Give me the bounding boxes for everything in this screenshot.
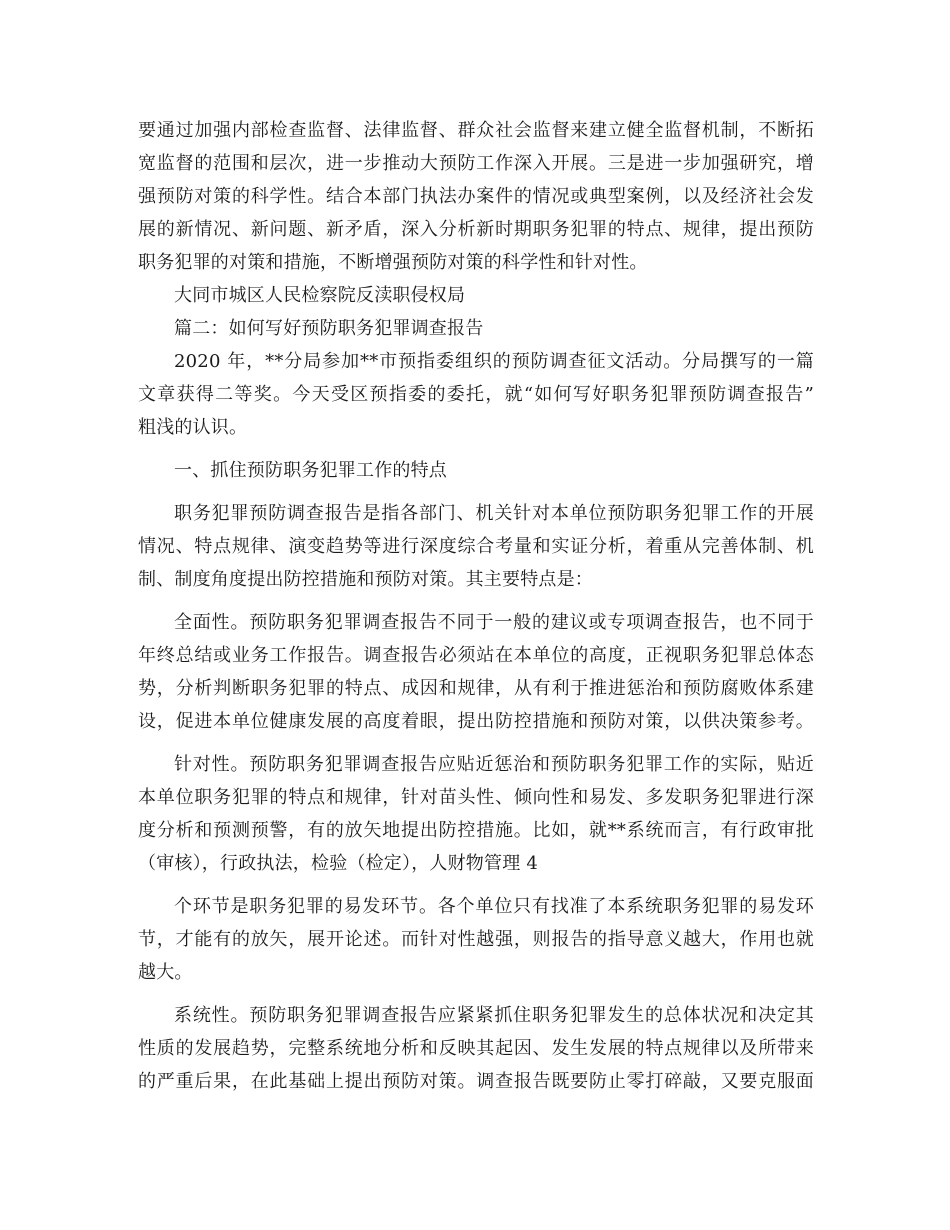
text-line: 制、制度角度提出防控措施和预防对策。其主要特点是：	[138, 569, 593, 590]
paragraph	[138, 999, 814, 1098]
text-line: 情况、特点规律、演变趋势等进行深度综合考量和实证分析，着重从完善体制、机	[138, 536, 814, 557]
text-line: 个环节是职务犯罪的易发环节。各个单位只有找准了本系统职务犯罪的易发环	[174, 896, 814, 917]
text-line: 全面性。预防职务犯罪调查报告不同于一般的建议或专项调查报告，也不同于	[174, 612, 814, 633]
text-line: 篇二：如何写好预防职务犯罪调查报告	[174, 318, 484, 339]
text-line: 强预防对策的科学性。结合本部门执法办案件的情况或典型案例，以及经济社会发	[138, 186, 814, 207]
text-line: 2020 年，**分局参加**市预指委组织的预防调查征文活动。分局撰写的一篇	[174, 351, 814, 372]
paragraph	[138, 114, 814, 279]
text-line: 本单位职务犯罪的特点和规律，针对苗头性、倾向性和易发、多发职务犯罪进行深	[138, 787, 814, 808]
text-line: 要通过加强内部检查监督、法律监督、群众社会监督来建立健全监督机制，不断拓	[138, 120, 814, 141]
text-line: 度分析和预测预警，有的放矢地提出防控措施。比如，就**系统而言，有行政审批	[138, 820, 814, 841]
text-line: 系统性。预防职务犯罪调查报告应紧紧抓住职务犯罪发生的总体状况和决定其	[174, 1005, 814, 1026]
text-line: 势，分析判断职务犯罪的特点、成因和规律，从有利于推进惩治和预防腐败体系建	[138, 678, 814, 699]
paragraph	[138, 748, 814, 880]
text-line: 越大。	[138, 962, 193, 983]
paragraph	[138, 890, 814, 989]
text-line: 年终总结或业务工作报告。调查报告必须站在本单位的高度，正视职务犯罪总体态	[138, 645, 814, 666]
subheading	[138, 454, 814, 487]
text-line: 宽监督的范围和层次，进一步推动大预防工作深入开展。三是进一步加强研究，增	[138, 153, 814, 174]
text-line: 针对性。预防职务犯罪调查报告应贴近惩治和预防职务犯罪工作的实际，贴近	[174, 754, 814, 775]
text-line: 设，促进本单位健康发展的高度着眼，提出防控措施和预防对策，以供决策参考。	[138, 711, 814, 732]
text-line: （审核），行政执法，检验（检定），人财物管理 4	[138, 853, 538, 874]
text-line: 展的新情况、新问题、新矛盾，深入分析新时期职务犯罪的特点、规律，提出预防	[138, 219, 814, 240]
text-line: 粗浅的认识。	[138, 417, 248, 438]
text-line: 一、抓住预防职务犯罪工作的特点	[174, 460, 447, 481]
paragraph	[138, 606, 814, 738]
document-page	[138, 114, 814, 1098]
section-heading	[138, 312, 814, 345]
text-line: 节，才能有的放矢，展开论述。而针对性越强，则报告的指导意义越大，作用也就	[138, 929, 814, 950]
text-line: 职务犯罪预防调查报告是指各部门、机关针对本单位预防职务犯罪工作的开展	[174, 503, 814, 524]
signature-line	[138, 279, 814, 312]
text-line: 性质的发展趋势，完整系统地分析和反映其起因、发生发展的特点规律以及所带来	[138, 1038, 814, 1059]
text-line: 文章获得二等奖。今天受区预指委的委托，就“如何写好职务犯罪预防调查报告”	[138, 384, 814, 405]
text-line: 职务犯罪的对策和措施，不断增强预防对策的科学性和针对性。	[138, 252, 648, 273]
text-line: 的严重后果，在此基础上提出预防对策。调查报告既要防止零打碎敲，又要克服面	[138, 1071, 814, 1092]
paragraph	[138, 497, 814, 596]
paragraph	[138, 345, 814, 444]
text-line: 大同市城区人民检察院反渎职侵权局	[174, 285, 466, 306]
